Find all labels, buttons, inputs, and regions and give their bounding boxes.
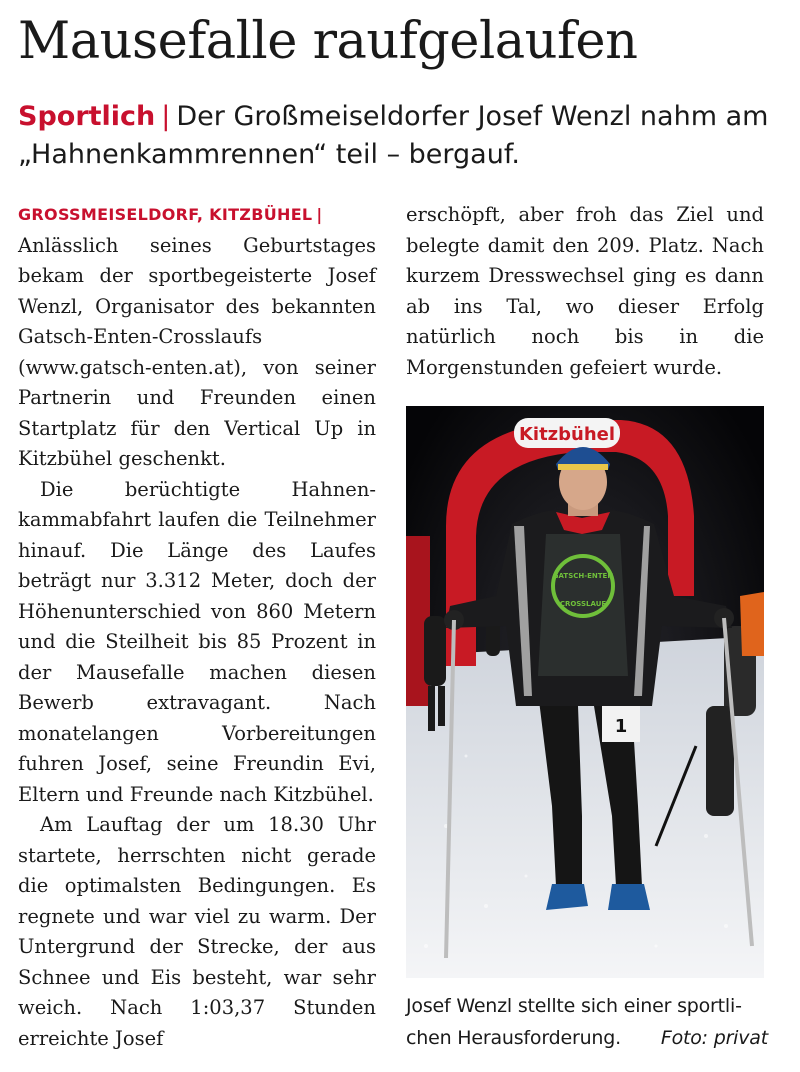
dateline-separator: | — [316, 205, 323, 224]
photo-runner-illustration — [406, 406, 764, 978]
caption-text: Josef Wenzl stellte sich einer sportlichen Herausforderung. — [406, 995, 742, 1049]
paragraph-3-continued: erschöpft, aber froh das Ziel und belegte damit den 209. Platz. Nach kurzem Dresswechsel ging es dann ab ins Tal, wo dieser Erfolg natürlich noch bis in die Morgenstunden gefeiert wurde. — [406, 203, 764, 379]
photo-caption — [406, 990, 768, 1054]
article-column-left — [18, 200, 376, 1054]
article-photo — [406, 406, 764, 978]
article-column-right — [406, 200, 764, 383]
dateline — [18, 200, 376, 231]
arch-banner-text: Kitzbühel — [518, 424, 616, 445]
svg-text:GATSCH-ENTEN: GATSCH-ENTEN — [552, 572, 614, 580]
bib-number: 1 — [614, 716, 628, 737]
kicker-separator: | — [161, 101, 171, 132]
paragraph-2: Die berüchtigte Hahnenkammabfahrt laufen die Teilnehmer hinauf. Die Länge des Laufes beträgt nur 3.312 Meter, doch der Höhenunterschied von 860 Metern und die Steilheit bis 85 Prozent in der Mausefalle machen diesen Bewerb extravagant. Nach monatelangen Vorbereitungen fuhren Josef, seine Freundin Evi, Eltern und Freunde nach Kitzbühel. — [18, 477, 376, 806]
headline: Mausefalle raufgelaufen — [18, 12, 638, 71]
kicker: Sportlich — [18, 101, 156, 132]
paragraph-1: Anlässlich seines Geburtstages bekam der sportbegeisterte Josef Wenzl, Organisator des bekannten Gatsch-Enten-Crosslaufs (www.gatsch-enten.at), von seiner Partnerin und Freunden einen Startplatz für den Vertical Up in Kitzbühel geschenkt. — [18, 233, 376, 470]
paragraph-3: Am Lauftag der um 18.30 Uhr startete, herrschten nicht gerade die optimalsten Bedingungen. Es regnete und war viel zu warm. Der Untergrund der Strecke, der aus Schnee und Eis besteht, war sehr weich. Nach 1:03,37 Stunden erreichte Josef — [18, 813, 376, 1050]
subhead-text: Der Großmeiseldorfer Josef Wenzl nahm am „Hahnenkammrennen“ teil – bergauf. — [18, 101, 769, 170]
dateline-text: GROSSMEISELDORF, KITZBÜHEL — [18, 205, 313, 224]
photo-credit: Foto: privat — [660, 1027, 768, 1049]
bg-runner-orange — [740, 592, 764, 656]
svg-text:CROSSLAUF: CROSSLAUF — [559, 600, 607, 608]
subheadline — [18, 98, 788, 174]
